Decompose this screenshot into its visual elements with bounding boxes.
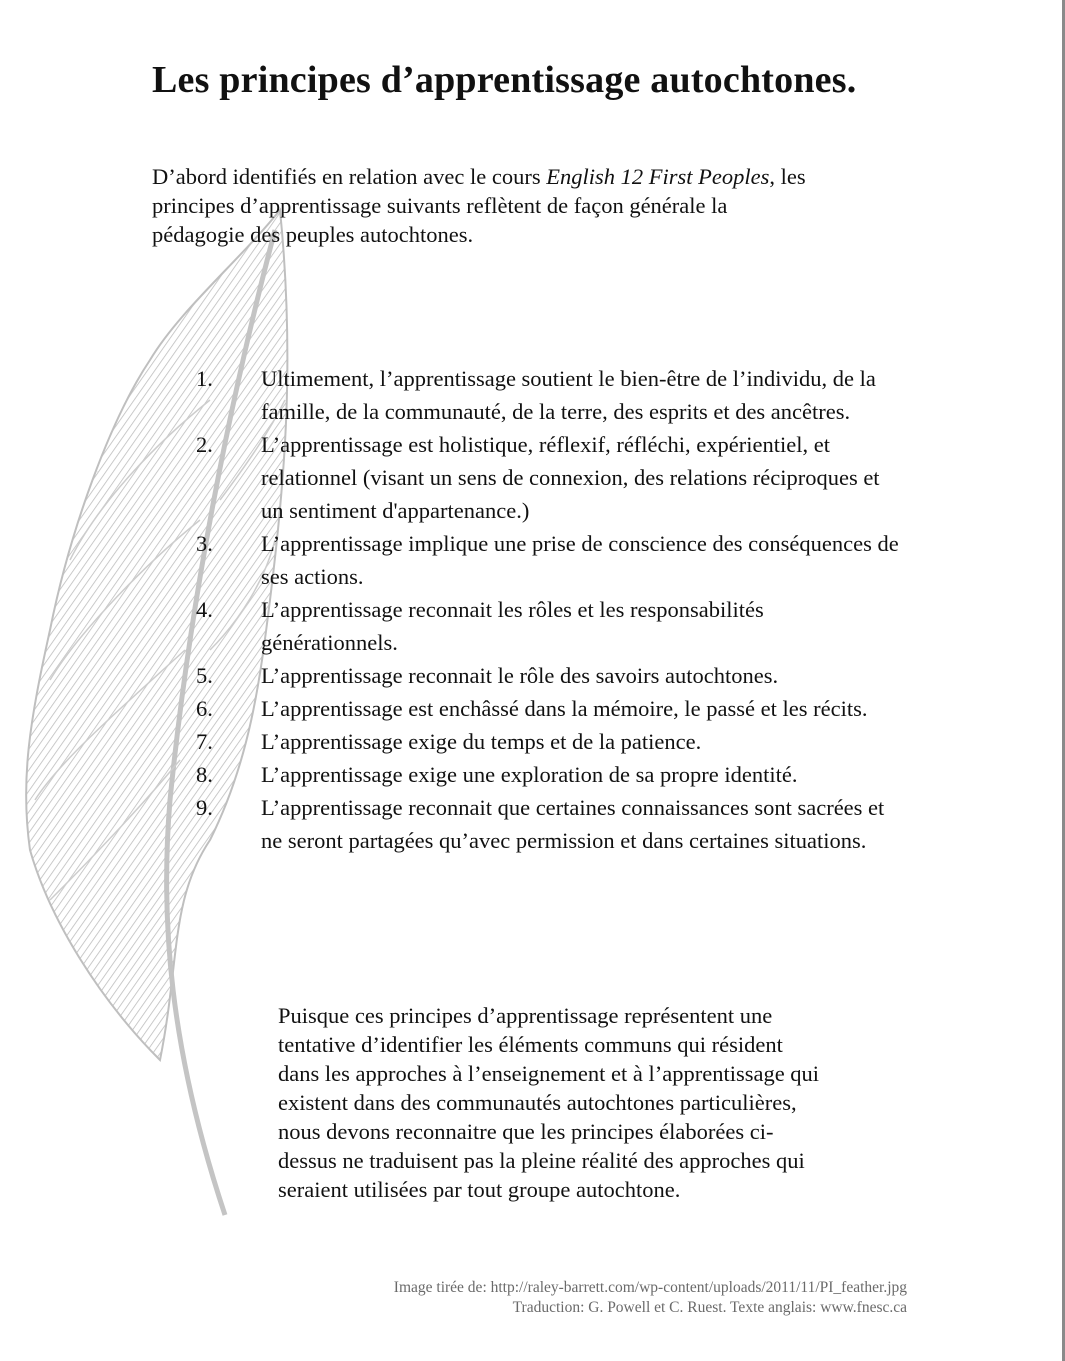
list-item xyxy=(196,758,899,791)
list-item-text: L’apprentissage implique une prise de conscience des conséquences de xyxy=(261,531,899,556)
list-number: 2. xyxy=(196,432,213,457)
list-number: 8. xyxy=(196,762,213,787)
list-item-text: L’apprentissage reconnait le rôle des savoirs autochtones. xyxy=(261,663,779,688)
list-item-text: générationnels. xyxy=(261,630,398,655)
list-number: 3. xyxy=(196,531,213,556)
principles-list xyxy=(196,362,899,857)
list-item-text: L’apprentissage exige du temps et de la patience. xyxy=(261,729,702,754)
closing-text: seraient utilisées par tout groupe autochtone. xyxy=(278,1177,681,1202)
list-item xyxy=(196,692,899,725)
closing-text: existent dans des communautés autochtones particulières, xyxy=(278,1090,797,1115)
list-number: 7. xyxy=(196,729,213,754)
intro-text: , les xyxy=(769,164,806,189)
intro-text: pédagogie des peuples autochtones. xyxy=(152,222,474,247)
list-item-text: L’apprentissage est enchâssé dans la mémoire, le passé et les récits. xyxy=(261,696,868,721)
closing-text: tentative d’identifier les éléments communs qui résident xyxy=(278,1032,783,1057)
course-name: English 12 First Peoples xyxy=(546,164,770,189)
intro-text: D’abord identifiés en relation avec le cours xyxy=(152,164,547,189)
list-item-text: Ultimement, l’apprentissage soutient le bien-être de l’individu, de la xyxy=(261,366,876,391)
intro-text: principes d’apprentissage suivants reflètent de façon générale la xyxy=(152,193,728,218)
list-item-text: L’apprentissage reconnait que certaines connaissances sont sacrées et xyxy=(261,795,885,820)
intro-paragraph xyxy=(152,162,806,249)
list-number: 5. xyxy=(196,663,213,688)
list-item-text: famille, de la communauté, de la terre, des esprits et des ancêtres. xyxy=(261,399,851,424)
list-number: 4. xyxy=(196,597,213,622)
closing-text: dans les approches à l’enseignement et à l’apprentissage qui xyxy=(278,1061,820,1086)
image-credit: Image tirée de: http://raley-barrett.com/wp-content/uploads/2011/11/PI_feather.jpg xyxy=(393,1279,907,1296)
closing-text: nous devons reconnaitre que les principes élaborées ci- xyxy=(278,1119,774,1144)
list-item-text: un sentiment d'appartenance.) xyxy=(261,498,530,523)
closing-text: Puisque ces principes d’apprentissage représentent une xyxy=(278,1003,773,1028)
list-item xyxy=(196,659,899,692)
footer-credits xyxy=(394,1278,907,1318)
list-item-text: L’apprentissage exige une exploration de sa propre identité. xyxy=(261,762,798,787)
page-title: Les principes d’apprentissage autochtones. xyxy=(152,59,857,101)
list-item xyxy=(196,527,899,593)
list-item-text: L’apprentissage est holistique, réflexif, réfléchi, expérientiel, et xyxy=(261,432,830,457)
closing-paragraph xyxy=(278,1001,819,1204)
translation-credit: Traduction: G. Powell et C. Ruest. Texte anglais: www.fnesc.ca xyxy=(512,1299,907,1316)
list-item xyxy=(196,725,899,758)
list-item-text: ses actions. xyxy=(261,564,364,589)
list-item xyxy=(196,362,899,428)
list-number: 1. xyxy=(196,366,213,391)
list-number: 9. xyxy=(196,795,213,820)
list-item-text: ne seront partagées qu’avec permission et dans certaines situations. xyxy=(261,828,867,853)
list-item xyxy=(196,593,899,659)
closing-text: dessus ne traduisent pas la pleine réalité des approches qui xyxy=(278,1148,805,1173)
list-item xyxy=(196,791,899,857)
list-number: 6. xyxy=(196,696,213,721)
list-item-text: L’apprentissage reconnait les rôles et les responsabilités xyxy=(261,597,764,622)
list-item xyxy=(196,428,899,527)
list-item-text: relationnel (visant un sens de connexion, des relations réciproques et xyxy=(261,465,880,490)
